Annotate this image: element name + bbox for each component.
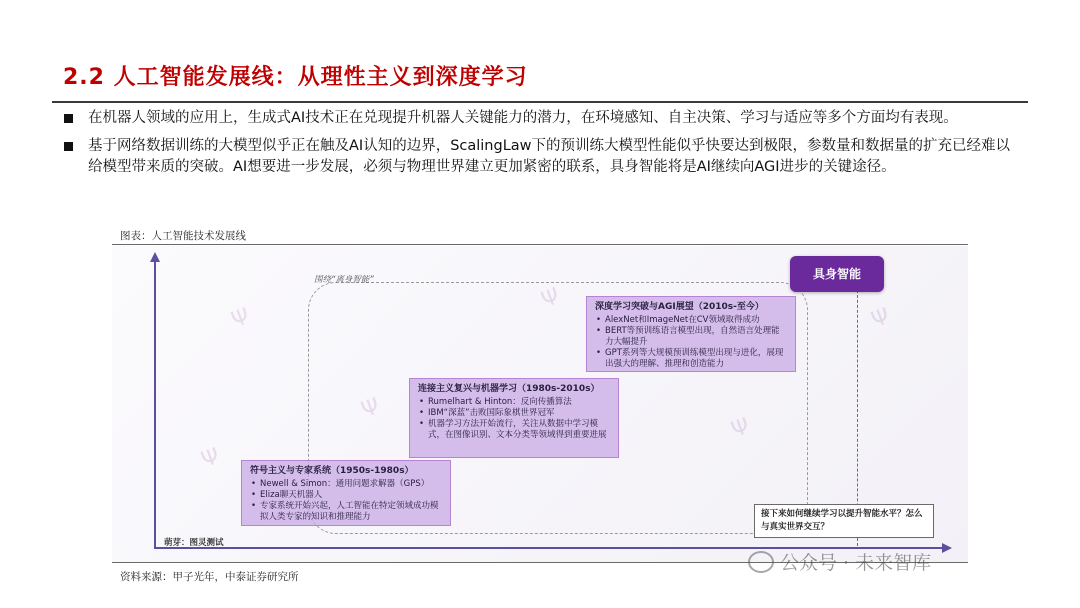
wechat-icon	[748, 551, 774, 573]
disembodied-label: 围绕“离身智能”	[314, 275, 374, 285]
x-axis-arrow-icon	[942, 543, 952, 553]
phase-item: • BERT等预训练语言模型出现，自然语言处理能力大幅提升	[605, 326, 787, 348]
phase-title: 连接主义复兴与机器学习（1980s-2010s）	[418, 384, 600, 394]
phase-item: • Rumelhart & Hinton：反向传播算法	[428, 397, 610, 408]
figure-top-rule	[112, 244, 968, 245]
bullet-text: 在机器人领域的应用上，生成式AI技术正在兑现提升机器人关键能力的潜力，在环境感知、自主决策、学习与适应等多个方面均有表现。	[88, 110, 958, 126]
watermark-logo-icon: Ψ	[198, 443, 224, 474]
bullet-item	[62, 108, 1022, 129]
phase-title: 深度学习突破与AGI展望（2010s-至今）	[595, 302, 764, 312]
embodied-intelligence-box: 具身智能	[790, 256, 884, 292]
y-axis-arrow-icon	[150, 252, 160, 262]
watermark-logo-icon: Ψ	[728, 413, 754, 444]
square-bullet-icon	[64, 142, 73, 151]
phase-item: • 专家系统开始兴起，人工智能在特定领域成功模拟人类专家的知识和推理能力	[260, 501, 442, 523]
phase-item: • 机器学习方法开始流行，关注从数据中学习模式，在图像识别、文本分类等领域得到重要进展	[428, 419, 610, 441]
watermark-logo-icon: Ψ	[868, 303, 894, 334]
phase-item: • IBM“深蓝”击败国际象棋世界冠军	[428, 408, 610, 419]
bullet-text: 基于网络数据训练的大模型似乎正在触及AI认知的边界，ScalingLaw下的预训练大模型性能似乎快要达到极限，参数量和数据量的扩充已经难以给模型带来质的突破。AI想要进一步发展，必须与物理世界建立更加紧密的联系，具身智能将是AI继续向AGI进步的关键途径。	[88, 138, 1011, 175]
phase-box-connectionism	[409, 378, 619, 458]
question-box: 接下来如何继续学习以提升智能水平？怎么与真实世界交互？	[754, 504, 934, 538]
wechat-watermark	[748, 548, 931, 575]
square-bullet-icon	[64, 114, 73, 123]
figure-caption: 图表：人工智能技术发展线	[120, 230, 246, 242]
source-note: 资料来源：甲子光年，中泰证券研究所	[120, 571, 299, 583]
watermark-logo-icon: Ψ	[538, 283, 564, 314]
bullet-item	[62, 136, 1022, 178]
y-axis	[154, 260, 156, 548]
watermark-logo-icon: Ψ	[228, 303, 254, 334]
page-title: 2.2 人工智能发展线：从理性主义到深度学习	[63, 65, 528, 90]
phase-item: • GPT系列等大规模预训练模型出现与进化，展现出强大的理解、推理和创造能力	[605, 348, 787, 370]
wechat-account: 公众号 · 未来智库	[780, 552, 932, 574]
phase-item: • AlexNet和ImageNet在CV领域取得成功	[605, 315, 787, 326]
watermark-logo-icon: Ψ	[358, 393, 384, 424]
phase-item: • Eliza聊天机器人	[260, 490, 442, 501]
phase-box-symbolism	[241, 460, 451, 526]
ai-timeline-diagram	[112, 246, 968, 562]
origin-label: 萌芽：图灵测试	[164, 538, 224, 548]
phase-item: • Newell & Simon：通用问题求解器（GPS）	[260, 479, 442, 490]
title-divider	[52, 101, 1028, 103]
phase-title: 符号主义与专家系统（1950s-1980s）	[250, 466, 414, 476]
bullet-list	[62, 108, 1022, 185]
phase-box-deep-learning	[586, 296, 796, 372]
